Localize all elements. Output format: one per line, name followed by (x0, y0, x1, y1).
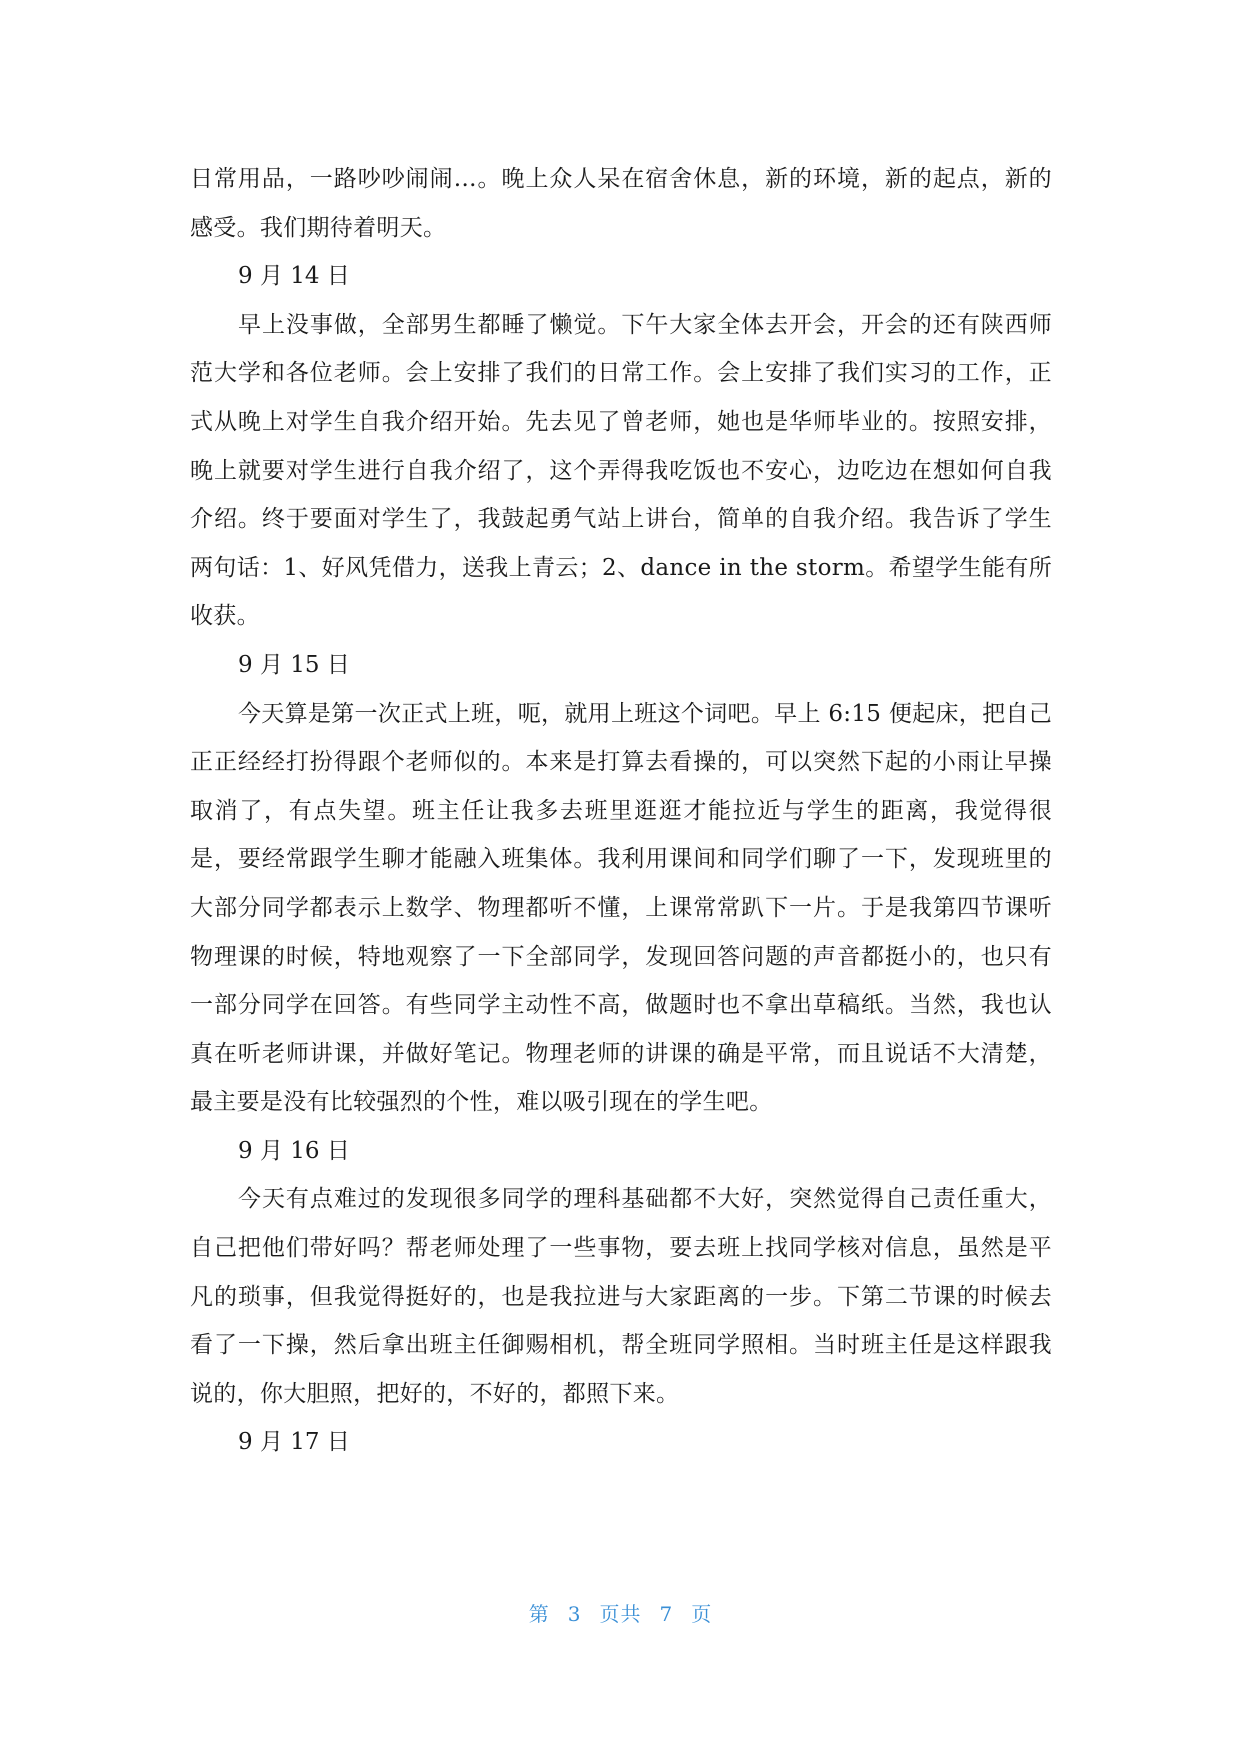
footer-total-pages: 7 (659, 1602, 674, 1626)
footer-middle-label: 页共 (599, 1602, 642, 1626)
footer-current-page: 3 (567, 1602, 582, 1626)
date-heading-sep-15: 9 月 15 日 (238, 651, 350, 678)
paragraph-sep-15: 今天算是第一次正式上班，呃，就用上班这个词吧。早上 6:15 便起床，把自己正正经经打扮得跟个老师似的。本来是打算去看操的，可以突然下起的小雨让早操取消了，有点失望。班主任让我多去班里逛逛才能拉近与学生的距离，我觉得很是，要经常跟学生聊才能融入班集体。我利用课间和同学们聊了一下，发现班里的大部分同学都表示上数学、物理都听不懂，上课常常趴下一片。于是我第四节课听物理课的时候，特地观察了一下全部同学，发现回答问题的声音都挺小的，也只有一部分同学在回答。有些同学主动性不高，做题时也不拿出草稿纸。当然，我也认真在听老师讲课，并做好笔记。物理老师的讲课的确是平常，而且说话不大清楚，最主要是没有比较强烈的个性，难以吸引现在的学生吧。 (190, 700, 1052, 1116)
footer-end-label: 页 (691, 1602, 713, 1626)
page-footer (0, 1598, 1241, 1627)
document-body (190, 155, 1052, 1467)
paragraph-continuation: 日常用品，一路吵吵闹闹…。晚上众人呆在宿舍休息，新的环境，新的起点，新的感受。我们期待着明天。 (190, 166, 1052, 241)
date-heading-sep-14: 9 月 14 日 (238, 263, 350, 290)
date-heading-sep-17: 9 月 17 日 (238, 1429, 350, 1456)
paragraph-sep-16: 今天有点难过的发现很多同学的理科基础都不大好，突然觉得自己责任重大，自己把他们带好吗？帮老师处理了一些事物，要去班上找同学核对信息，虽然是平凡的琐事，但我觉得挺好的，也是我拉进与大家距离的一步。下第二节课的时候去看了一下操，然后拿出班主任御赐相机，帮全班同学照相。当时班主任是这样跟我说的，你大胆照，把好的，不好的，都照下来。 (190, 1186, 1052, 1407)
paragraph-sep-14: 早上没事做，全部男生都睡了懒觉。下午大家全体去开会，开会的还有陕西师范大学和各位老师。会上安排了我们的日常工作。会上安排了我们实习的工作，正式从晚上对学生自我介绍开始。先去见了曾老师，她也是华师毕业的。按照安排，晚上就要对学生进行自我介绍了，这个弄得我吃饭也不安心，边吃边在想如何自我介绍。终于要面对学生了，我鼓起勇气站上讲台，简单的自我介绍。我告诉了学生两句话：1、好风凭借力，送我上青云；2、dance in the storm。希望学生能有所收获。 (190, 311, 1052, 630)
footer-page-label: 第 (528, 1602, 550, 1626)
date-heading-sep-16: 9 月 16 日 (238, 1137, 350, 1164)
